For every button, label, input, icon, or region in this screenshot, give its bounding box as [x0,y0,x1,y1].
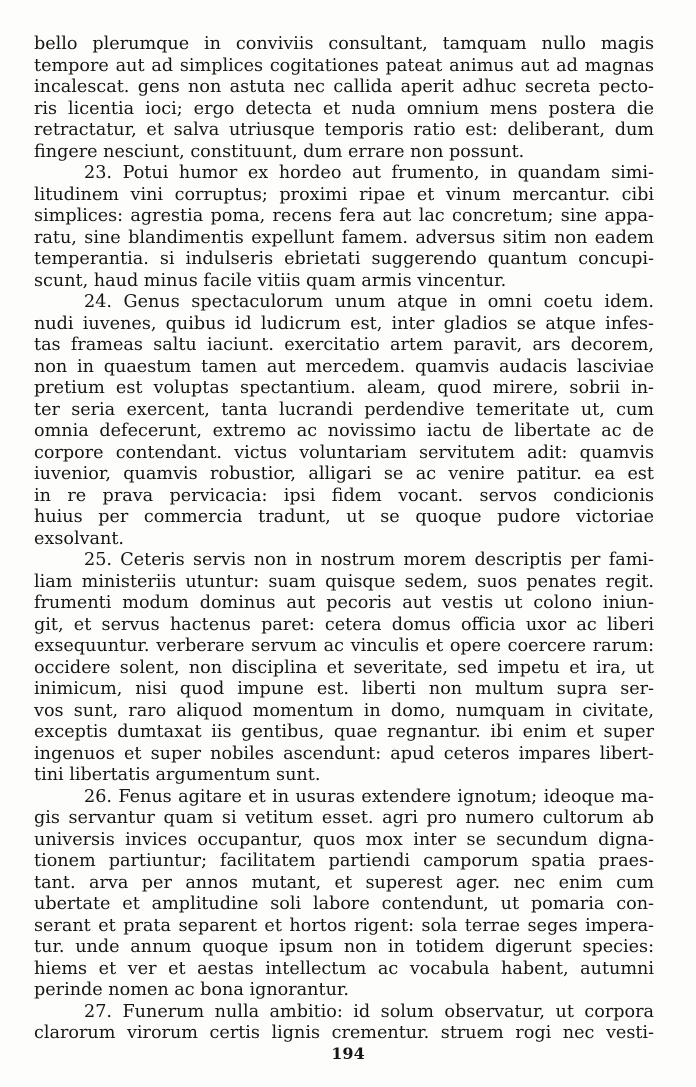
text-line: simplices: agrestia poma, recens fera aut lac concretum; sine appa- [34,206,654,226]
text-line: hiems et ver et aestas intellectum ac vocabula habent, autumni [34,958,654,979]
text-line: serant et prata separent et hortos rigent: sola terrae seges impera- [34,915,654,936]
text-line: incalescat. gens non astuta nec callida aperit adhuc secreta pecto- [34,77,654,97]
page-number: 194 [331,1044,365,1063]
paragraph-start-23: 23. Potui humor ex hordeo aut frumento, in quandam simi- [84,163,654,183]
text-line: exsequuntur. verberare servum ac vinculis et opere coercere rarum: [34,636,654,656]
text-line: liam ministeriis utuntur: suam quisque sedem, suos penates regit. [34,571,654,592]
text-line: frumenti modum dominus aut pecoris aut vestis ut colono iniun- [34,593,654,613]
text-line: inimicum, nisi quod impune est. liberti non multum supra ser- [34,679,654,699]
text-line: non in quaestum tamen aut mercedem. quamvis audacis lasciviae [34,356,654,377]
text-line: nudi iuvenes, quibus id ludicrum est, inter gladios se atque infes- [34,313,654,334]
text-line: vos sunt, raro aliquod momentum in domo, numquam in civitate, [34,700,654,721]
text-line: exsolvant. [34,528,125,549]
text-line: ubertate et amplitudine soli labore contendunt, ut pomaria con- [34,894,654,914]
text-line: occidere solent, non disciplina et severitate, sed impetu et ira, ut [34,657,654,678]
paragraph-start-25: 25. Ceteris servis non in nostrum morem descriptis per fami- [84,550,654,570]
text-line: tini libertatis argumentum sunt. [34,765,321,785]
text-line: ris licentia ioci; ergo detecta et nuda omnium mens postera die [34,98,654,119]
text-line: universis invices occupantur, quos mox inter se secundum digna- [34,829,654,850]
text-line: iuvenior, quamvis robustior, alligari se ac venire patitur. ea est [34,464,654,484]
page-text [34,34,654,1045]
text-line: ratu, sine blandimentis expellunt famem. adversus sitim non eadem [34,227,654,248]
text-line: temperantia. si indulseris ebrietati suggerendo quantum concupi- [34,249,654,269]
text-line: omnia defecerunt, extremo ac novissimo iactu de libertate ac de [34,421,654,441]
text-line: git, et servus hactenus paret: cetera domus officia uxor ac liberi [34,614,654,635]
text-line: tas frameas saltu iaciunt. exercitatio artem paravit, ars decorem, [34,335,654,355]
text-line: in re prava pervicacia: ipsi fidem vocant. servos condicionis [34,485,654,506]
paragraph-start-24: 24. Genus spectaculorum unum atque in omni coetu idem. [84,292,654,312]
text-line: retractatur, et salva utriusque temporis ratio est: deliberant, dum [34,120,654,140]
text-line: exceptis dumtaxat iis gentibus, quae regnantur. ibi enim et super [34,722,654,742]
text-line: fingere nesciunt, constituunt, dum errare non possunt. [34,141,525,162]
text-line: litudinem vini corruptus; proximi ripae et vinum mercantur. cibi [34,184,654,205]
text-line: clarorum virorum certis lignis crementur. struem rogi nec vesti- [34,1023,654,1043]
text-line: tant. arva per annos mutant, et superest ager. nec enim cum [34,872,654,893]
text-line: bello plerumque in conviviis consultant, tamquam nullo magis [34,34,654,54]
text-line: huius per commercia tradunt, ut se quoque pudore victoriae [34,507,654,527]
text-line: tionem partiuntur; facilitatem partiendi camporum spatia praes- [34,851,654,871]
text-line: scunt, haud minus facile vitiis quam armis vincentur. [34,270,507,291]
text-line: tur. unde annum quoque ipsum non in totidem digerunt species: [34,937,654,957]
paragraph-start-26: 26. Fenus agitare et in usuras extendere ignotum; ideoque ma- [84,786,654,807]
text-line: ter seria exercent, tanta lucrandi perdendive temeritate ut, cum [34,399,654,420]
text-line: perinde nomen ac bona ignorantur. [34,980,349,1000]
text-line: tempore aut ad simplices cogitationes pateat animus aut ad magnas [34,55,654,76]
text-line: ingenuos et super nobiles ascendunt: apud ceteros impares libert- [34,743,654,764]
text-line: pretium est voluptas spectantium. aleam, quod mirere, sobrii in- [34,378,654,398]
paragraph-start-27: 27. Funerum nulla ambitio: id solum observatur, ut corpora [84,1001,654,1022]
text-line: corpore contendant. victus voluntariam servitutem adit: quamvis [34,442,654,463]
text-line: gis servantur quam si vetitum esset. agri pro numero cultorum ab [34,808,654,828]
